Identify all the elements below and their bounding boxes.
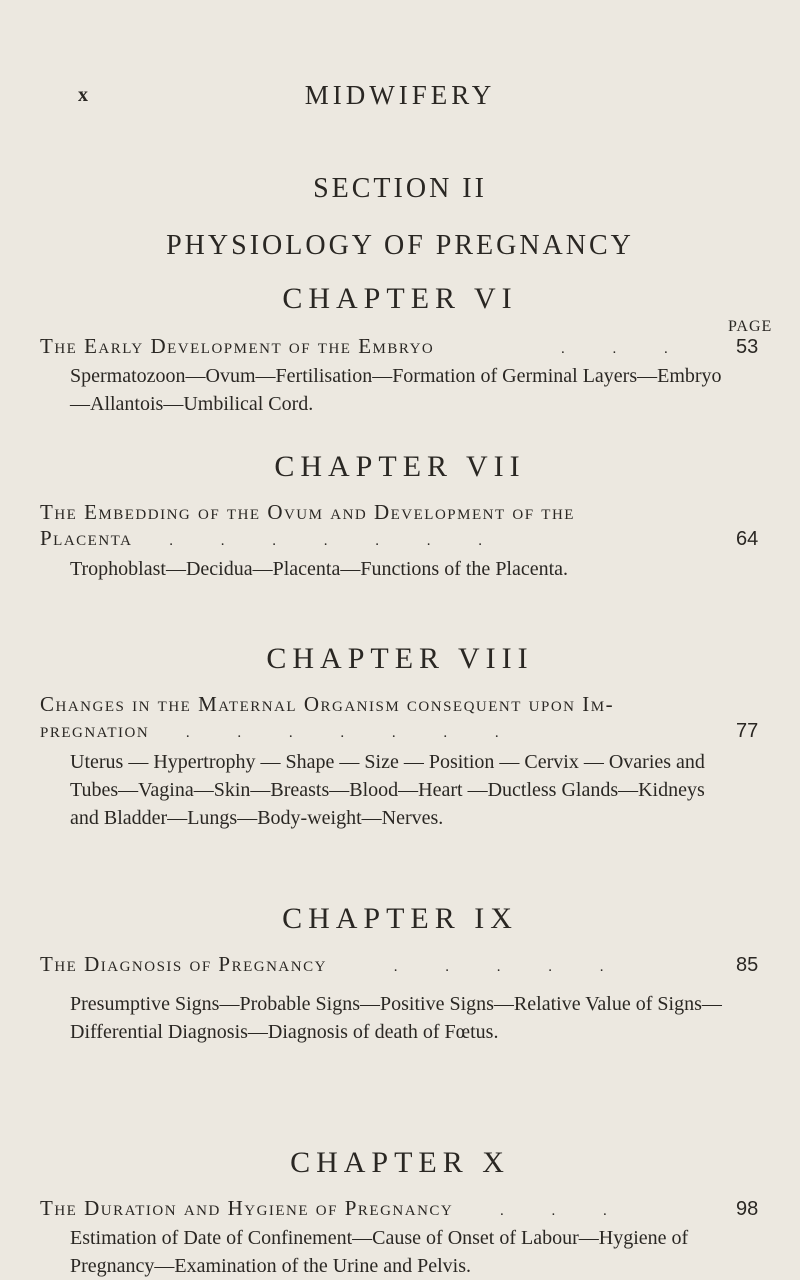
chapter-title-text: Placenta [40,526,133,550]
chapter-summary: Presumptive Signs—Probable Signs—Positive Signs—Relative Value of Signs—Differential Diagnosis—Diagnosis of death of Fœtus. [70,993,722,1043]
chapter-title-text: pregnation [40,718,150,742]
chapter-heading: CHAPTER VIII [266,642,534,675]
folio-mark: x [78,84,88,106]
leader-dots: . . . . . . . [185,725,521,741]
chapter-heading: CHAPTER VII [274,450,526,483]
leader-dots: . . . [500,1203,629,1219]
section-heading: SECTION II [313,173,487,204]
page-number: 85 [736,954,759,976]
chapter-summary: Estimation of Date of Confinement—Cause of Onset of Labour—Hygiene of Pregnancy—Examination of the Urine and Pelvis. [70,1227,689,1277]
chapter-title [40,952,625,977]
chapter-title-continued [40,526,504,551]
leader-dots: . . . [560,341,690,357]
chapter-heading: CHAPTER VI [282,282,518,315]
chapter-heading: CHAPTER IX [282,902,518,935]
leader-dots: . . . . . [393,959,626,975]
chapter-title-continued [40,718,521,743]
chapter-title-text: The Diagnosis of Pregnancy [40,952,327,976]
page-number: 98 [736,1198,759,1220]
page-number: 64 [736,528,759,550]
page-column-label: PAGE [728,318,773,335]
chapter-summary: Uterus — Hypertrophy — Shape — Size — Position — Cervix — Ovaries and Tubes—Vagina—Skin—Breasts—Blood—Heart —Ductless Glands—Kidneys and Bladder—Lungs—Body-weight—Nerves. [70,751,705,829]
chapter-title-text: The Early Development of the Embryo [40,334,435,358]
leader-dots: . . . . . . . [169,533,504,549]
running-head: MIDWIFERY [304,80,496,110]
chapter-summary: Trophoblast—Decidua—Placenta—Functions of the Placenta. [70,558,569,580]
chapter-title: The Embedding of the Ovum and Development of the [40,500,575,524]
part-title: PHYSIOLOGY OF PREGNANCY [166,230,634,261]
chapter-title [40,1196,629,1221]
chapter-title-text: The Duration and Hygiene of Pregnancy [40,1196,454,1220]
chapter-title: Changes in the Maternal Organism consequent upon Im- [40,692,615,716]
page-number: 53 [736,336,759,358]
chapter-summary: Spermatozoon—Ovum—Fertilisation—Formation of Germinal Layers—Embryo—Allantois—Umbilical Cord. [70,365,722,415]
page-number: 77 [736,720,759,742]
chapter-heading: CHAPTER X [290,1146,510,1179]
chapter-title [40,334,690,359]
